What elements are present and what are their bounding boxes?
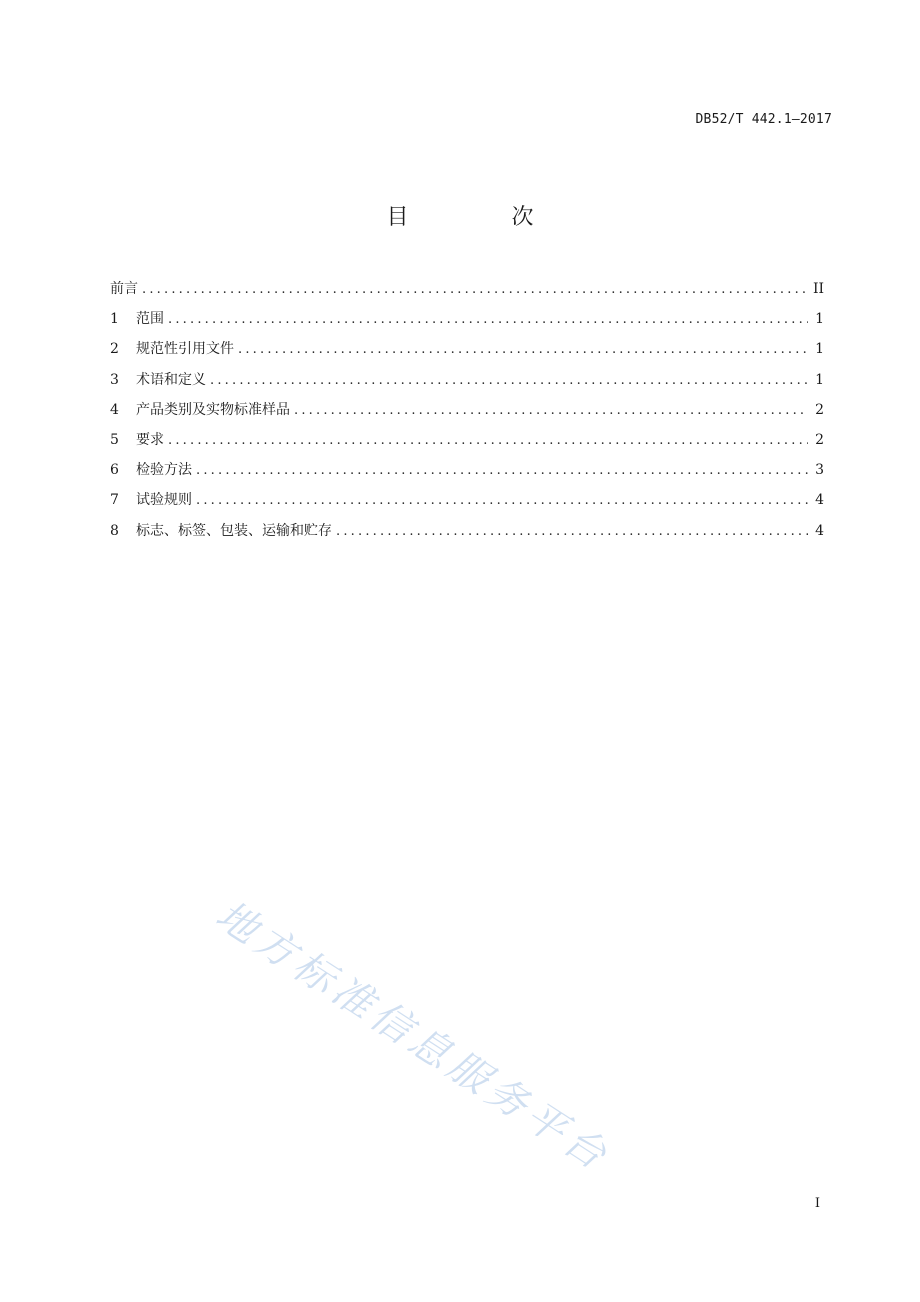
page-number: I [814,1196,820,1211]
toc-entry-label: 范围 [136,311,164,328]
toc-entry-label: 规范性引用文件 [136,341,234,358]
toc-entry-page: 1 [815,311,824,328]
toc-entry-number: 5 [110,431,119,448]
toc-entry-inspection-rules[interactable] [110,489,824,519]
toc-entry-number: 7 [110,492,119,509]
toc-entry-marking-packaging[interactable] [110,520,824,550]
toc-dot-leader [168,312,808,327]
toc-entry-page: II [812,281,824,297]
toc-entry-label: 要求 [136,431,164,448]
toc-dot-leader [142,282,807,297]
toc-title: 目 次 [386,205,582,230]
toc-dot-leader [196,463,808,478]
toc-entry-page: 2 [815,401,824,418]
toc-entry-product-categories[interactable] [110,399,824,429]
toc-entry-foreword[interactable] [110,278,824,308]
toc-entry-label: 标志、标签、包装、运输和贮存 [136,522,332,539]
toc-entry-scope[interactable] [110,308,824,338]
toc-entry-requirements[interactable] [110,429,824,459]
toc-entry-label: 产品类别及实物标准样品 [136,401,290,418]
toc-entry-number: 8 [110,522,119,539]
toc-dot-leader [210,373,808,388]
toc-dot-leader [196,493,808,508]
toc-entry-label: 检验方法 [136,462,192,479]
toc-entry-number: 2 [110,341,119,358]
toc-dot-leader [168,433,808,448]
toc-entry-page: 4 [815,492,824,509]
toc-entry-number: 3 [110,371,119,388]
toc-entry-page: 1 [815,371,824,388]
toc-entry-terms-definitions[interactable] [110,369,824,399]
toc-entry-page: 3 [815,462,824,479]
toc-dot-leader [336,524,808,539]
toc-entry-page: 4 [815,522,824,539]
toc-entry-page: 2 [815,431,824,448]
watermark: 地方标准信息服务平台 [207,892,619,1182]
toc-dot-leader [294,403,808,418]
toc-entry-normative-references[interactable] [110,338,824,368]
toc-entry-page: 1 [815,341,824,358]
toc-entry-label: 试验规则 [136,492,192,509]
table-of-contents [110,278,824,550]
document-code: DB52/T 442.1—2017 [695,112,832,127]
toc-entry-number: 1 [110,311,119,328]
toc-dot-leader [238,342,808,357]
toc-entry-test-methods[interactable] [110,459,824,489]
toc-entry-label: 前言 [110,281,138,297]
toc-entry-label: 术语和定义 [136,371,206,388]
toc-entry-number: 6 [110,462,119,479]
toc-entry-number: 4 [110,401,119,418]
